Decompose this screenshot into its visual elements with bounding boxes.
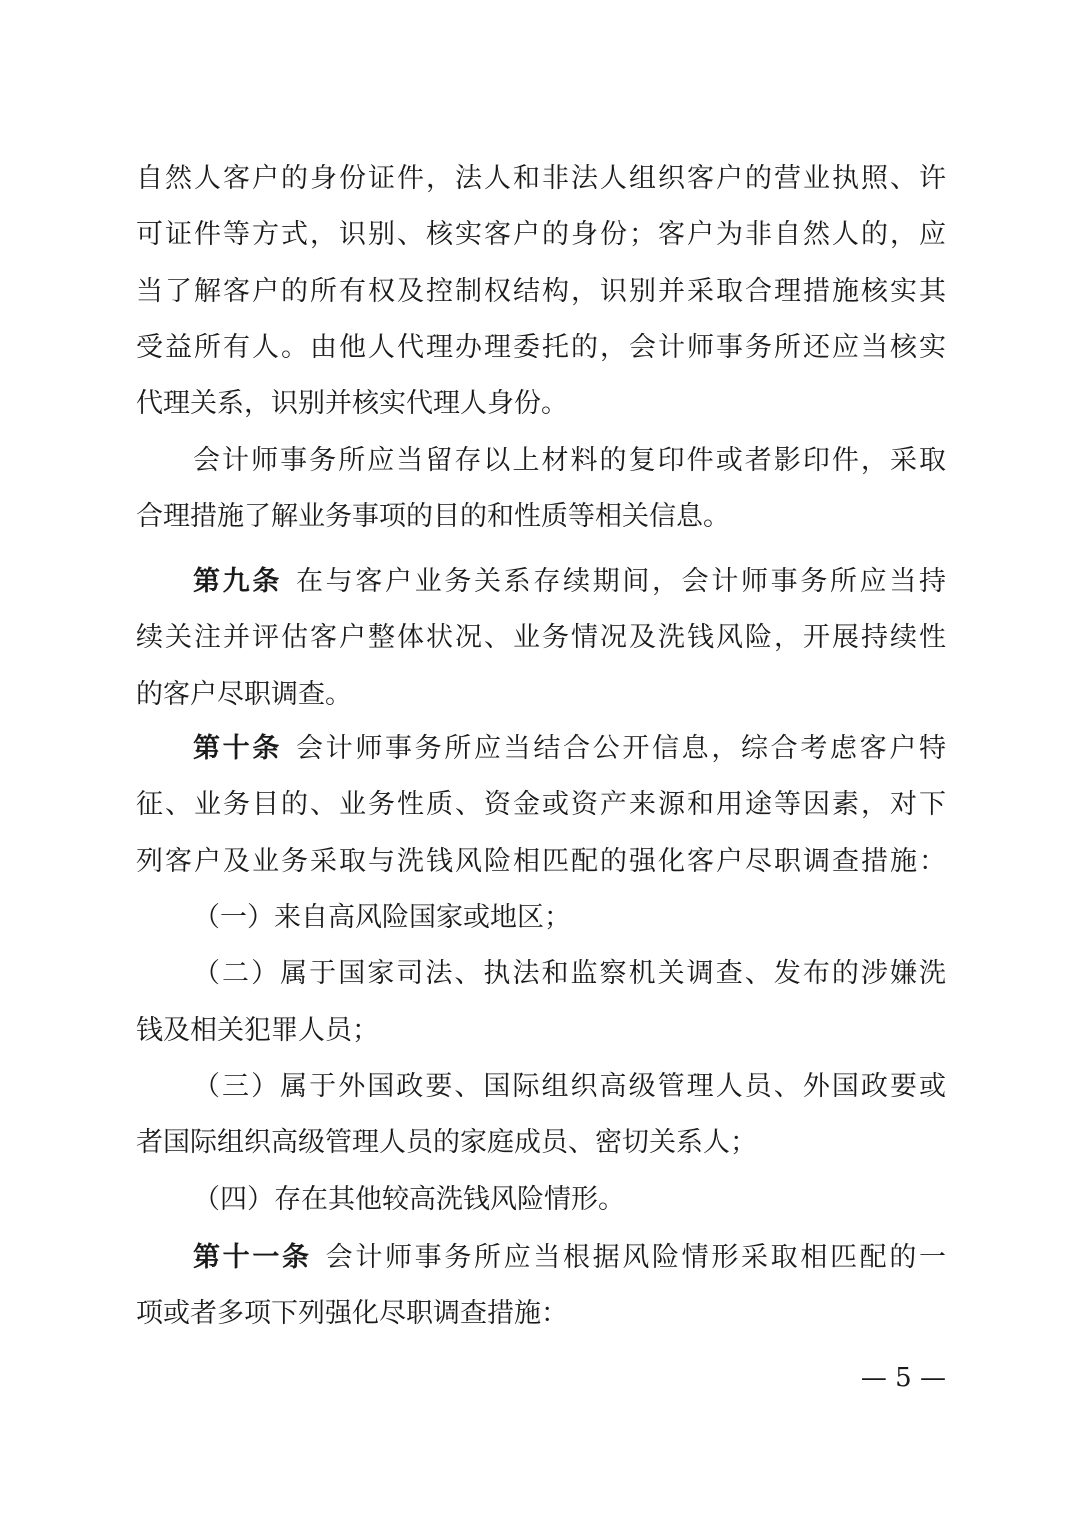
list-item: （一）来自高风险国家或地区； bbox=[193, 902, 571, 933]
list-item-continuation: 者国际组织高级管理人员的家庭成员、密切关系人； bbox=[136, 1127, 757, 1158]
body-text: 会计师事务所应当结合公开信息，综合考虑客户特 bbox=[296, 733, 946, 764]
article-10-label: 第十条 bbox=[193, 733, 282, 764]
body-line: 续关注并评估客户整体状况、业务情况及洗钱风险，开展持续性 bbox=[136, 622, 946, 653]
article-10-first-line bbox=[193, 727, 946, 771]
body-line: 代理关系，识别并核实代理人身份。 bbox=[136, 388, 568, 419]
body-line: 合理措施了解业务事项的目的和性质等相关信息。 bbox=[136, 501, 730, 532]
list-item: （二）属于国家司法、执法和监察机关调查、发布的涉嫌洗 bbox=[193, 958, 946, 989]
body-line: 列客户及业务采取与洗钱风险相匹配的强化客户尽职调查措施： bbox=[136, 846, 946, 877]
body-line: 的客户尽职调查。 bbox=[136, 679, 352, 710]
body-line: 征、业务目的、业务性质、资金或资产来源和用途等因素，对下 bbox=[136, 789, 946, 820]
list-item: （四）存在其他较高洗钱风险情形。 bbox=[193, 1184, 625, 1215]
article-11-label: 第十一条 bbox=[193, 1242, 312, 1273]
body-text: 在与客户业务关系存续期间，会计师事务所应当持 bbox=[296, 566, 946, 597]
body-text: 会计师事务所应当根据风险情形采取相匹配的一 bbox=[325, 1242, 946, 1273]
article-9-label: 第九条 bbox=[193, 566, 282, 597]
article-9-first-line bbox=[193, 560, 946, 604]
article-11-first-line bbox=[193, 1236, 946, 1280]
body-line: 可证件等方式，识别、核实客户的身份；客户为非自然人的，应 bbox=[136, 219, 946, 250]
body-line: 受益所有人。由他人代理办理委托的，会计师事务所还应当核实 bbox=[136, 332, 946, 363]
body-line: 会计师事务所应当留存以上材料的复印件或者影印件，采取 bbox=[193, 445, 946, 476]
list-item-continuation: 钱及相关犯罪人员； bbox=[136, 1015, 379, 1046]
page-number: — 5 — bbox=[860, 1363, 946, 1393]
body-line: 项或者多项下列强化尽职调查措施： bbox=[136, 1298, 568, 1329]
body-line: 自然人客户的身份证件，法人和非法人组织客户的营业执照、许 bbox=[136, 163, 946, 194]
body-line: 当了解客户的所有权及控制权结构，识别并采取合理措施核实其 bbox=[136, 276, 946, 307]
list-item: （三）属于外国政要、国际组织高级管理人员、外国政要或 bbox=[193, 1071, 946, 1102]
